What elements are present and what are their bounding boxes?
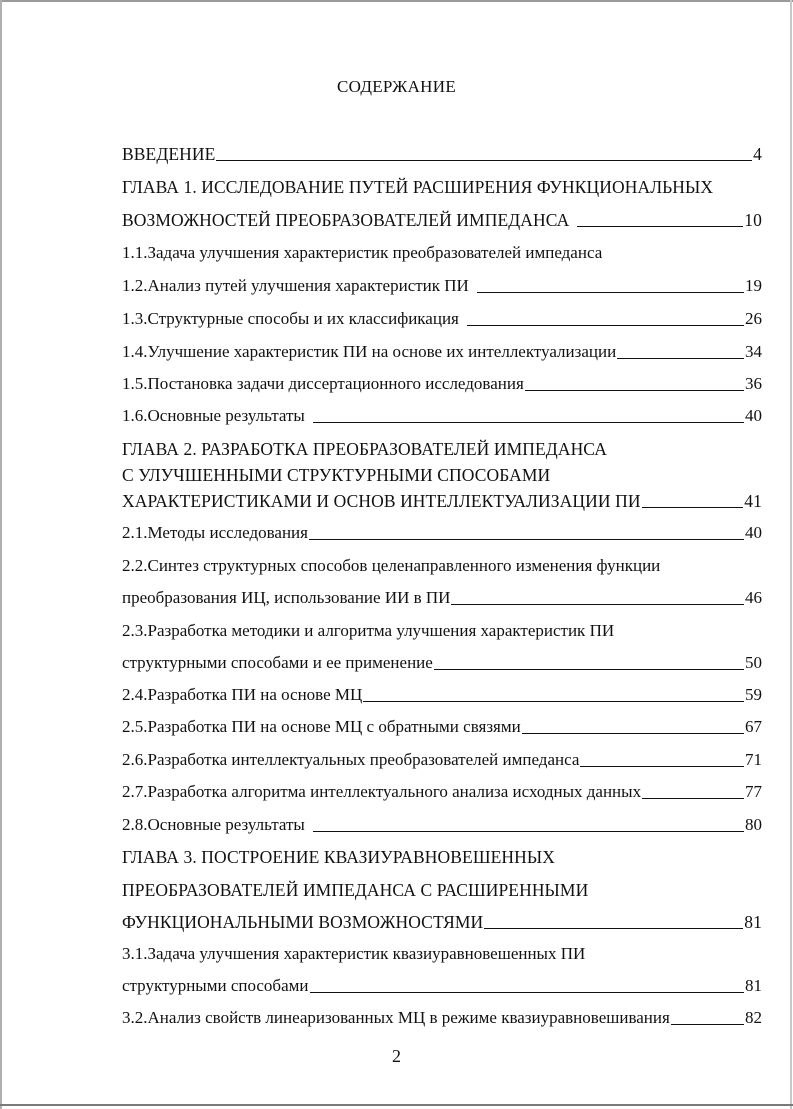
toc-entry [122,843,762,867]
scan-bottom-edge [0,1104,793,1106]
toc-leader-line [522,733,744,734]
toc-entry-page: 82 [745,1008,762,1027]
toc-entry [122,435,762,459]
toc-entry [122,461,762,485]
toc-entry [122,908,762,932]
toc-entry-text: С УЛУЧШЕННЫМИ СТРУКТУРНЫМИ СПОСОБАМИ [122,465,551,485]
toc-entry-text: ХАРАКТЕРИСТИКАМИ И ОСНОВ ИНТЕЛЛЕКТУАЛИЗАЦИИ ПИ [122,491,641,511]
toc-entry-page: 34 [745,342,762,361]
toc-entry-page: 50 [745,653,762,672]
toc-leader-line [477,292,744,293]
toc-entry-text: 2.2.Синтез структурных способов целенаправленного изменения функции [122,556,661,575]
toc-entry [122,811,762,835]
toc-entry-page: 4 [753,144,762,164]
toc-entry [122,487,762,511]
toc-leader-line [525,390,744,391]
scan-left-edge [0,0,2,1109]
toc-entry-text: 3.1.Задача улучшения характеристик квазиуравновешенных ПИ [122,944,586,963]
toc-entry [122,681,762,705]
toc-entry-text: структурными способами [122,976,309,995]
toc-entry [122,402,762,426]
toc-entry-text: ФУНКЦИОНАЛЬНЫМИ ВОЗМОЖНОСТЯМИ [122,912,484,932]
toc-entry [122,305,762,329]
toc-leader-line [577,226,743,227]
toc-entry-text: 2.6.Разработка интеллектуальных преобразователей импеданса [122,750,580,769]
toc-entry-text: ГЛАВА 3. ПОСТРОЕНИЕ КВАЗИУРАВНОВЕШЕННЫХ [122,847,555,867]
toc-entry-text: ГЛАВА 1. ИССЛЕДОВАНИЕ ПУТЕЙ РАСШИРЕНИЯ ФУНКЦИОНАЛЬНЫХ [122,177,714,197]
toc-entry-text: 2.8.Основные результаты [122,815,305,834]
toc-entry [122,584,762,608]
toc-leader-line [580,766,744,767]
toc-leader-line [216,160,752,161]
toc-entry-text: 1.6.Основные результаты [122,406,305,425]
toc-entry-page: 80 [745,815,762,834]
toc-entry-page: 81 [745,976,762,995]
toc-entry-text: преобразования ИЦ, использование ИИ в ПИ [122,588,451,607]
page-number: 2 [392,1046,401,1066]
toc-entry-page: 40 [745,523,762,542]
toc-entry-text: 2.7.Разработка алгоритма интеллектуального анализа исходных данных [122,782,642,801]
toc-entry [122,140,762,164]
toc-entry [122,338,762,362]
toc-entry [122,552,762,576]
toc-entry-page: 67 [745,717,762,736]
toc-leader-line [642,507,744,508]
toc-leader-line [310,992,745,993]
toc-entry-text: 2.5.Разработка ПИ на основе МЦ с обратными связями [122,717,521,736]
toc-entry [122,940,762,964]
toc-entry-text: ВВЕДЕНИЕ [122,144,216,164]
toc-entry-page: 40 [745,406,762,425]
toc-entry [122,272,762,296]
scan-top-edge [0,0,793,2]
toc-entry [122,239,762,263]
toc-entry-text: структурными способами и ее применение [122,653,433,672]
toc-entry-text: ГЛАВА 2. РАЗРАБОТКА ПРЕОБРАЗОВАТЕЛЕЙ ИМПЕДАНСА [122,439,607,459]
toc-leader-line [309,539,744,540]
toc-entry-text: 2.1.Методы исследования [122,523,308,542]
toc-leader-line [671,1024,744,1025]
toc-entry-text: 3.2.Анализ свойств линеаризованных МЦ в режиме квазиуравновешивания [122,1008,670,1027]
toc-leader-line [484,928,743,929]
toc-entry [122,1004,762,1028]
toc-entry-text: 1.4.Улучшение характеристик ПИ на основе их интеллектуализации [122,342,617,361]
toc-leader-line [313,422,744,423]
toc-entry-page: 26 [745,309,762,328]
toc-entry [122,713,762,737]
toc-entry [122,649,762,673]
toc-leader-line [617,358,744,359]
toc-entry-page: 59 [745,685,762,704]
toc-entry-text: 1.5.Постановка задачи диссертационного исследования [122,374,524,393]
toc-entry-page: 36 [745,374,762,393]
toc-entry [122,778,762,802]
toc-entry [122,972,762,996]
toc-entry-text: 2.4.Разработка ПИ на основе МЦ [122,685,363,704]
toc-leader-line [434,669,744,670]
page-title: СОДЕРЖАНИЕ [336,77,457,96]
toc-leader-line [313,831,744,832]
toc-entry-text: ПРЕОБРАЗОВАТЕЛЕЙ ИМПЕДАНСА С РАСШИРЕННЫМИ [122,880,589,900]
toc-entry-text: ВОЗМОЖНОСТЕЙ ПРЕОБРАЗОВАТЕЛЕЙ ИМПЕДАНСА [122,210,570,230]
toc-entry [122,876,762,900]
toc-entry-text: 1.3.Структурные способы и их классификация [122,309,459,328]
toc-entry [122,370,762,394]
scan-right-edge [790,0,792,1109]
toc-leader-line [467,325,744,326]
toc-entry [122,746,762,770]
toc-leader-line [363,701,744,702]
toc-entry-page: 81 [744,912,762,932]
toc-entry [122,206,762,230]
toc-entry-text: 1.2.Анализ путей улучшения характеристик ПИ [122,276,469,295]
toc-entry-page: 46 [745,588,762,607]
toc-entry [122,519,762,543]
toc-entry-page: 19 [745,276,762,295]
toc-leader-line [451,604,744,605]
toc-entry-page: 71 [745,750,762,769]
toc-entry [122,173,762,197]
toc-entry-text: 2.3.Разработка методики и алгоритма улучшения характеристик ПИ [122,621,615,640]
toc-entry-page: 41 [744,491,762,511]
toc-entry-text: 1.1.Задача улучшения характеристик преобразователей импеданса [122,243,603,262]
toc-entry-page: 10 [744,210,762,230]
toc-entry-page: 77 [745,782,762,801]
toc-leader-line [642,798,744,799]
toc-entry [122,617,762,641]
